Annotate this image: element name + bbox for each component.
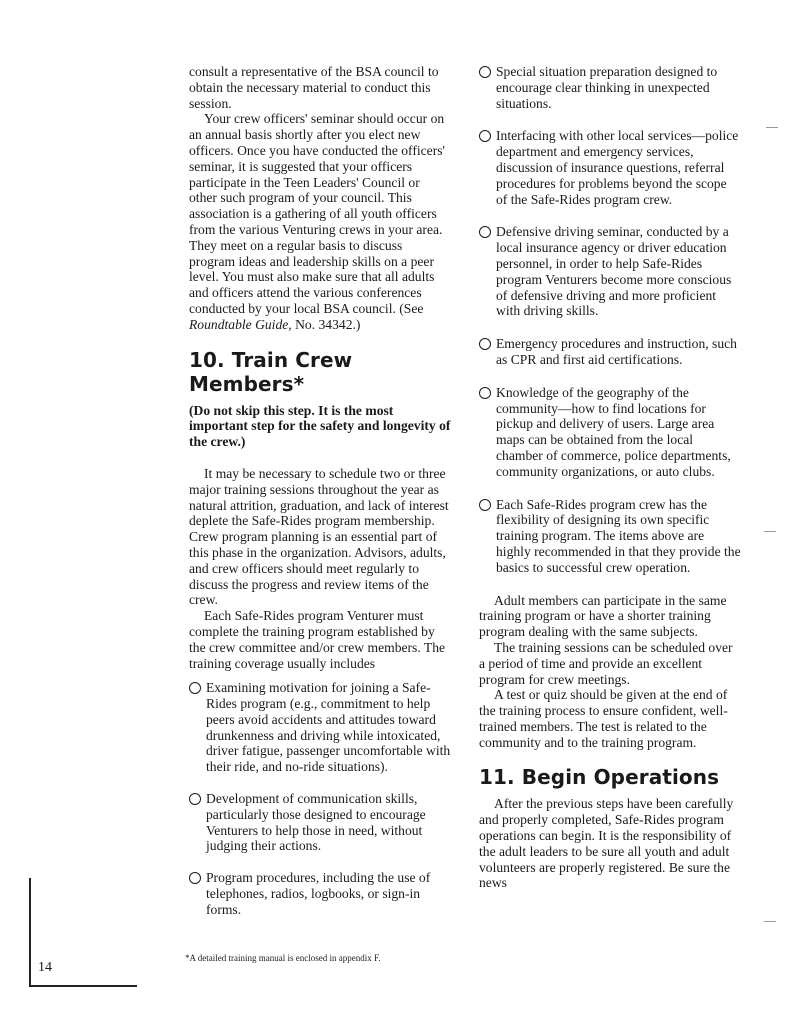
list-item-text: Special situation preparation designed to encourage clear thinking in unexpected situations. <box>496 64 718 111</box>
seminar-paragraph <box>189 111 451 332</box>
left-column <box>189 64 451 934</box>
begin-operations-paragraph: After the previous steps have been carefully and properly completed, Safe-Rides program operations can begin. It is the responsibility of the adult leaders to be sure all youth and adult volunteers are properly registered. Be sure the news <box>479 796 734 891</box>
margin-tick-mark <box>764 921 776 922</box>
intro-paragraph: consult a representative of the BSA council to obtain the necessary material to conduct this session. <box>189 64 439 111</box>
seminar-text-end: No. 34342.) <box>291 316 361 332</box>
list-item <box>189 791 451 854</box>
page-number: 14 <box>38 960 52 975</box>
list-item <box>479 224 741 319</box>
section-heading-begin-operations: 11. Begin Operations <box>479 765 720 790</box>
list-item-text: Development of communication skills, particularly those designed to encourage Venturers to help those in need, without judging their actions. <box>206 791 426 854</box>
training-list-left <box>189 680 451 917</box>
venturer-paragraph: Each Safe-Rides program Venturer must complete the training program established by the crew committee and/or crew members. The training coverage usually includes <box>189 608 446 671</box>
test-paragraph: A test or quiz should be given at the end of the training process to ensure confident, well-trained members. The test is related to the community and to the training program. <box>479 687 728 750</box>
circle-bullet-icon <box>479 338 491 350</box>
page-corner-rule-vertical <box>29 878 31 986</box>
schedule-paragraph: The training sessions can be scheduled over a period of time and provide an excellent program for crew meetings. <box>479 639 733 687</box>
footnote: *A detailed training manual is enclosed in appendix F. <box>185 953 381 963</box>
training-list-right <box>479 64 741 576</box>
circle-bullet-icon <box>479 130 491 142</box>
adult-members-paragraph: Adult members can participate in the same training program or have a shorter training program dealing with the same subjects. <box>479 592 727 640</box>
circle-bullet-icon <box>189 793 201 805</box>
margin-tick-mark <box>766 127 778 128</box>
page-corner-rule-horizontal <box>29 985 137 987</box>
circle-bullet-icon <box>479 499 491 511</box>
circle-bullet-icon <box>189 682 201 694</box>
list-item <box>479 497 741 576</box>
list-item-text: Examining motivation for joining a Safe-Rides program (e.g., commitment to help peers avoid accidents and attitudes toward drunkenness and driving while intoxicated, driver fatigue, passenger uncomfortable with their ride, and no-ride situations). <box>206 680 451 775</box>
list-item-text: Interfacing with other local services—police department and emergency services, discussion of insurance questions, referral procedures for problems beyond the scope of the Safe-Rides program crew. <box>496 128 739 207</box>
list-item <box>189 870 451 917</box>
circle-bullet-icon <box>479 226 491 238</box>
list-item <box>479 128 741 207</box>
list-item <box>479 64 741 111</box>
list-item-text: Defensive driving seminar, conducted by a local insurance agency or driver education personnel, in order to help Safe-Rides program Venturers become more conscious of defensive driving and more proficient with driving skills. <box>496 224 732 319</box>
sessions-paragraph: It may be necessary to schedule two or three major training sessions throughout the year as natural attrition, graduation, and lack of interest deplete the Safe-Rides program membership. Crew program planning is an essential part of this phase in the organization. Advisors, adults, and crew officers should meet regularly to discuss the progress and review items of the crew. <box>189 465 449 608</box>
seminar-text: Your crew officers' seminar should occur on an annual basis shortly after you elect new officers. Once you have conducted the officers' seminar, it is suggested that your officers participate in the Teen Leaders' Council or other such program of your council. This association is a gathering of all youth officers from the various Venturing crews in your area. They meet on a regular basis to discuss program ideas and leadership skills on a peer level. You must also make sure that all adults and officers attend the various conferences conducted by your local BSA council. (See <box>189 111 445 316</box>
list-item <box>479 336 741 368</box>
warning-note: (Do not skip this step. It is the most important step for the safety and longevity of the crew.) <box>189 402 451 450</box>
list-item-text: Emergency procedures and instruction, such as CPR and first aid certifications. <box>496 336 737 367</box>
list-item <box>479 385 741 480</box>
roundtable-guide-title: Roundtable Guide, <box>189 316 292 332</box>
margin-tick-mark <box>764 531 776 532</box>
list-item-text: Knowledge of the geography of the community—how to find locations for pickup and delivery of users. Large area maps can be obtained from the local chamber of commerce, police departments, community organizations, or auto clubs. <box>496 384 731 479</box>
circle-bullet-icon <box>189 872 201 884</box>
circle-bullet-icon <box>479 387 491 399</box>
right-column <box>479 64 741 891</box>
list-item-text: Each Safe-Rides program crew has the flexibility of designing its own specific training program. The items above are highly recommended in that they provide the basics to successful crew operation. <box>496 496 741 575</box>
list-item-text: Program procedures, including the use of telephones, radios, logbooks, or sign-in forms. <box>206 870 431 917</box>
list-item <box>189 680 451 775</box>
section-heading-train-crew: 10. Train Crew Members* <box>189 347 353 396</box>
circle-bullet-icon <box>479 66 491 78</box>
